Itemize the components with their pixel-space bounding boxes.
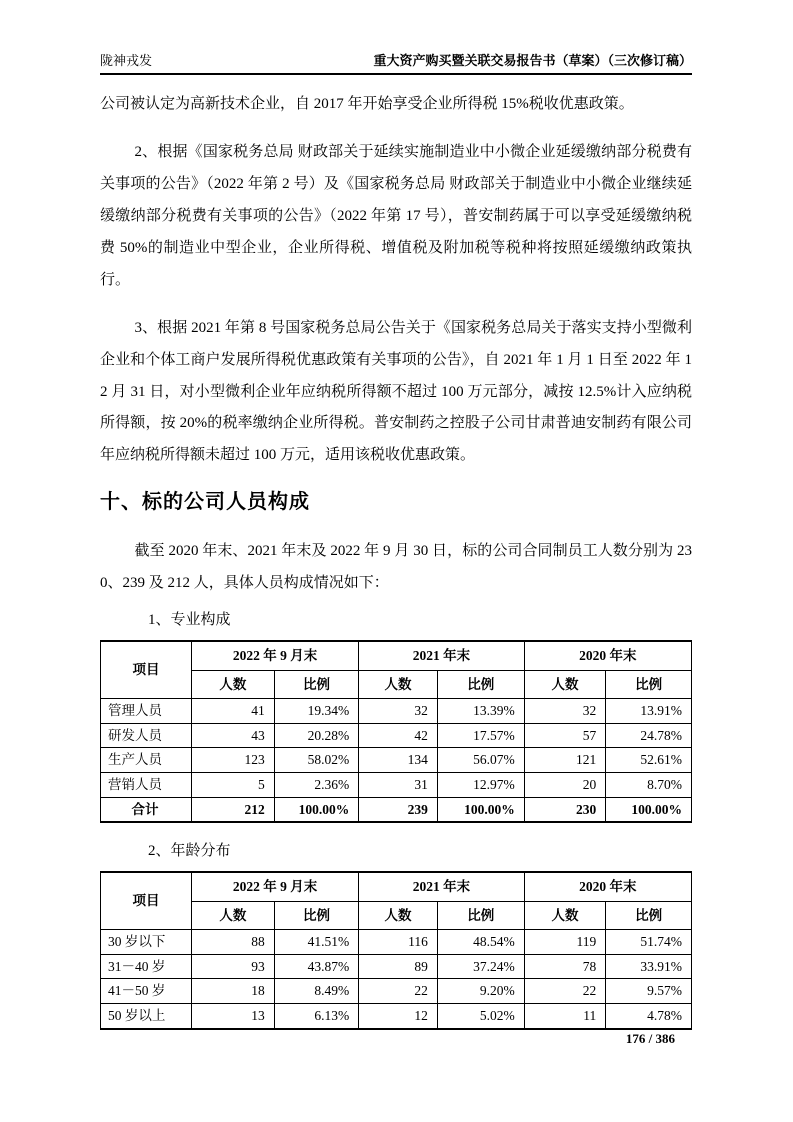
cell-ratio: 12.97% xyxy=(437,773,524,798)
col-header-count: 人数 xyxy=(524,670,606,699)
cell-ratio: 100.00% xyxy=(274,797,359,822)
row-label: 41－50 岁 xyxy=(101,979,192,1004)
cell-count: 89 xyxy=(359,954,438,979)
col-header-count: 人数 xyxy=(359,901,438,930)
profession-table xyxy=(100,640,692,823)
table-row-under30 xyxy=(101,930,692,955)
cell-count: 88 xyxy=(192,930,275,955)
cell-count: 57 xyxy=(524,723,606,748)
cell-ratio: 5.02% xyxy=(437,1003,524,1028)
row-label: 营销人员 xyxy=(101,773,192,798)
age-table xyxy=(100,871,692,1029)
table-header-row xyxy=(101,641,692,670)
cell-count: 119 xyxy=(524,930,606,955)
cell-ratio: 9.20% xyxy=(437,979,524,1004)
cell-count: 42 xyxy=(359,723,438,748)
table-row-marketing xyxy=(101,773,692,798)
col-header-count: 人数 xyxy=(524,901,606,930)
paragraph-item-3: 3、根据 2021 年第 8 号国家税务总局公告关于《国家税务总局关于落实支持小型微利企业和个体工商户发展所得税优惠政策有关事项的公告》，自 2021 年 1 月 1 日至 2022 年 12 月 31 日，对小型微利企业年应纳税所得额不超过 100 万元部分，减按 12.5%计入应纳税所得额，按 20%的税率缴纳企业所得税。普安制药之控股子公司甘肃普迪安制药有限公司年应纳税所得额未超过 100 万元，适用该税收优惠政策。 xyxy=(100,319,692,464)
paragraph-item-2: 2、根据《国家税务总局 财政部关于延续实施制造业中小微企业延缓缴纳部分税费有关事项的公告》（2022 年第 2 号）及《国家税务总局 财政部关于制造业中小微企业继续延缓缴纳部分税费有关事项的公告》（2022 年第 17 号），普安制药属于可以享受延缓缴纳税费 50%的制造业中型企业，企业所得税、增值税及附加税等税种将按照延缓缴纳政策执行。 xyxy=(100,143,692,288)
cell-count: 116 xyxy=(359,930,438,955)
cell-count: 32 xyxy=(524,699,606,724)
col-header-count: 人数 xyxy=(192,901,275,930)
page-content xyxy=(100,50,692,1030)
cell-ratio: 13.39% xyxy=(437,699,524,724)
col-header-ratio: 比例 xyxy=(606,670,692,699)
col-header-period-2021: 2021 年末 xyxy=(359,641,524,670)
cell-count: 93 xyxy=(192,954,275,979)
total-label: 合计 xyxy=(101,797,192,822)
row-label: 31－40 岁 xyxy=(101,954,192,979)
col-header-ratio: 比例 xyxy=(606,901,692,930)
table-header-row xyxy=(101,872,692,901)
table-row-production xyxy=(101,748,692,773)
row-label: 50 岁以上 xyxy=(101,1003,192,1028)
running-header xyxy=(100,50,692,75)
row-label: 管理人员 xyxy=(101,699,192,724)
cell-ratio: 8.70% xyxy=(606,773,692,798)
cell-count: 31 xyxy=(359,773,438,798)
subheading-age: 2、年龄分布 xyxy=(148,843,231,860)
col-header-count: 人数 xyxy=(359,670,438,699)
col-header-ratio: 比例 xyxy=(274,901,359,930)
cell-count: 22 xyxy=(359,979,438,1004)
cell-count: 11 xyxy=(524,1003,606,1028)
cell-ratio: 6.13% xyxy=(274,1003,359,1028)
cell-count: 32 xyxy=(359,699,438,724)
col-header-period-2022: 2022 年 9 月末 xyxy=(192,872,359,901)
row-label: 生产人员 xyxy=(101,748,192,773)
col-header-period-2022: 2022 年 9 月末 xyxy=(192,641,359,670)
cell-count: 123 xyxy=(192,748,275,773)
cell-ratio: 4.78% xyxy=(606,1003,692,1028)
paragraph-tax-incentive: 公司被认定为高新技术企业，自 2017 年开始享受企业所得税 15%税收优惠政策。 xyxy=(100,96,634,112)
cell-ratio: 33.91% xyxy=(606,954,692,979)
cell-count: 78 xyxy=(524,954,606,979)
cell-count: 22 xyxy=(524,979,606,1004)
col-header-period-2020: 2020 年末 xyxy=(524,872,691,901)
cell-ratio: 56.07% xyxy=(437,748,524,773)
cell-ratio: 9.57% xyxy=(606,979,692,1004)
cell-ratio: 24.78% xyxy=(606,723,692,748)
table-row-41-50 xyxy=(101,979,692,1004)
cell-count: 230 xyxy=(524,797,606,822)
col-header-count: 人数 xyxy=(192,670,275,699)
cell-ratio: 8.49% xyxy=(274,979,359,1004)
subheading-profession: 1、专业构成 xyxy=(148,612,231,629)
cell-count: 43 xyxy=(192,723,275,748)
row-label: 30 岁以下 xyxy=(101,930,192,955)
cell-ratio: 48.54% xyxy=(437,930,524,955)
cell-ratio: 52.61% xyxy=(606,748,692,773)
table-row-over50 xyxy=(101,1003,692,1028)
cell-count: 239 xyxy=(359,797,438,822)
cell-ratio: 19.34% xyxy=(274,699,359,724)
cell-count: 13 xyxy=(192,1003,275,1028)
cell-ratio: 17.57% xyxy=(437,723,524,748)
cell-count: 212 xyxy=(192,797,275,822)
cell-ratio: 20.28% xyxy=(274,723,359,748)
col-header-ratio: 比例 xyxy=(437,670,524,699)
cell-ratio: 37.24% xyxy=(437,954,524,979)
table-row-rd xyxy=(101,723,692,748)
cell-ratio: 51.74% xyxy=(606,930,692,955)
col-header-item: 项目 xyxy=(101,641,192,699)
cell-ratio: 100.00% xyxy=(437,797,524,822)
section-intro: 截至 2020 年末、2021 年末及 2022 年 9 月 30 日，标的公司合同制员工人数分别为 230、239 及 212 人，具体人员构成情况如下： xyxy=(100,543,692,592)
cell-ratio: 41.51% xyxy=(274,930,359,955)
page-number: 176 / 386 xyxy=(625,1031,675,1046)
cell-count: 41 xyxy=(192,699,275,724)
section-heading-personnel: 十、标的公司人员构成 xyxy=(100,491,310,514)
header-company-name: 陇神戎发 xyxy=(100,53,153,68)
table-total-row xyxy=(101,797,692,822)
table-row-management xyxy=(101,699,692,724)
cell-count: 18 xyxy=(192,979,275,1004)
cell-count: 20 xyxy=(524,773,606,798)
table-row-31-40 xyxy=(101,954,692,979)
cell-ratio: 13.91% xyxy=(606,699,692,724)
cell-count: 121 xyxy=(524,748,606,773)
cell-ratio: 2.36% xyxy=(274,773,359,798)
col-header-period-2021: 2021 年末 xyxy=(359,872,524,901)
col-header-period-2020: 2020 年末 xyxy=(524,641,691,670)
col-header-ratio: 比例 xyxy=(274,670,359,699)
cell-count: 12 xyxy=(359,1003,438,1028)
col-header-item: 项目 xyxy=(101,872,192,930)
cell-count: 134 xyxy=(359,748,438,773)
cell-ratio: 43.87% xyxy=(274,954,359,979)
col-header-ratio: 比例 xyxy=(437,901,524,930)
row-label: 研发人员 xyxy=(101,723,192,748)
header-report-title: 重大资产购买暨关联交易报告书（草案）（三次修订稿） xyxy=(373,53,692,68)
cell-ratio: 58.02% xyxy=(274,748,359,773)
cell-ratio: 100.00% xyxy=(606,797,692,822)
cell-count: 5 xyxy=(192,773,275,798)
